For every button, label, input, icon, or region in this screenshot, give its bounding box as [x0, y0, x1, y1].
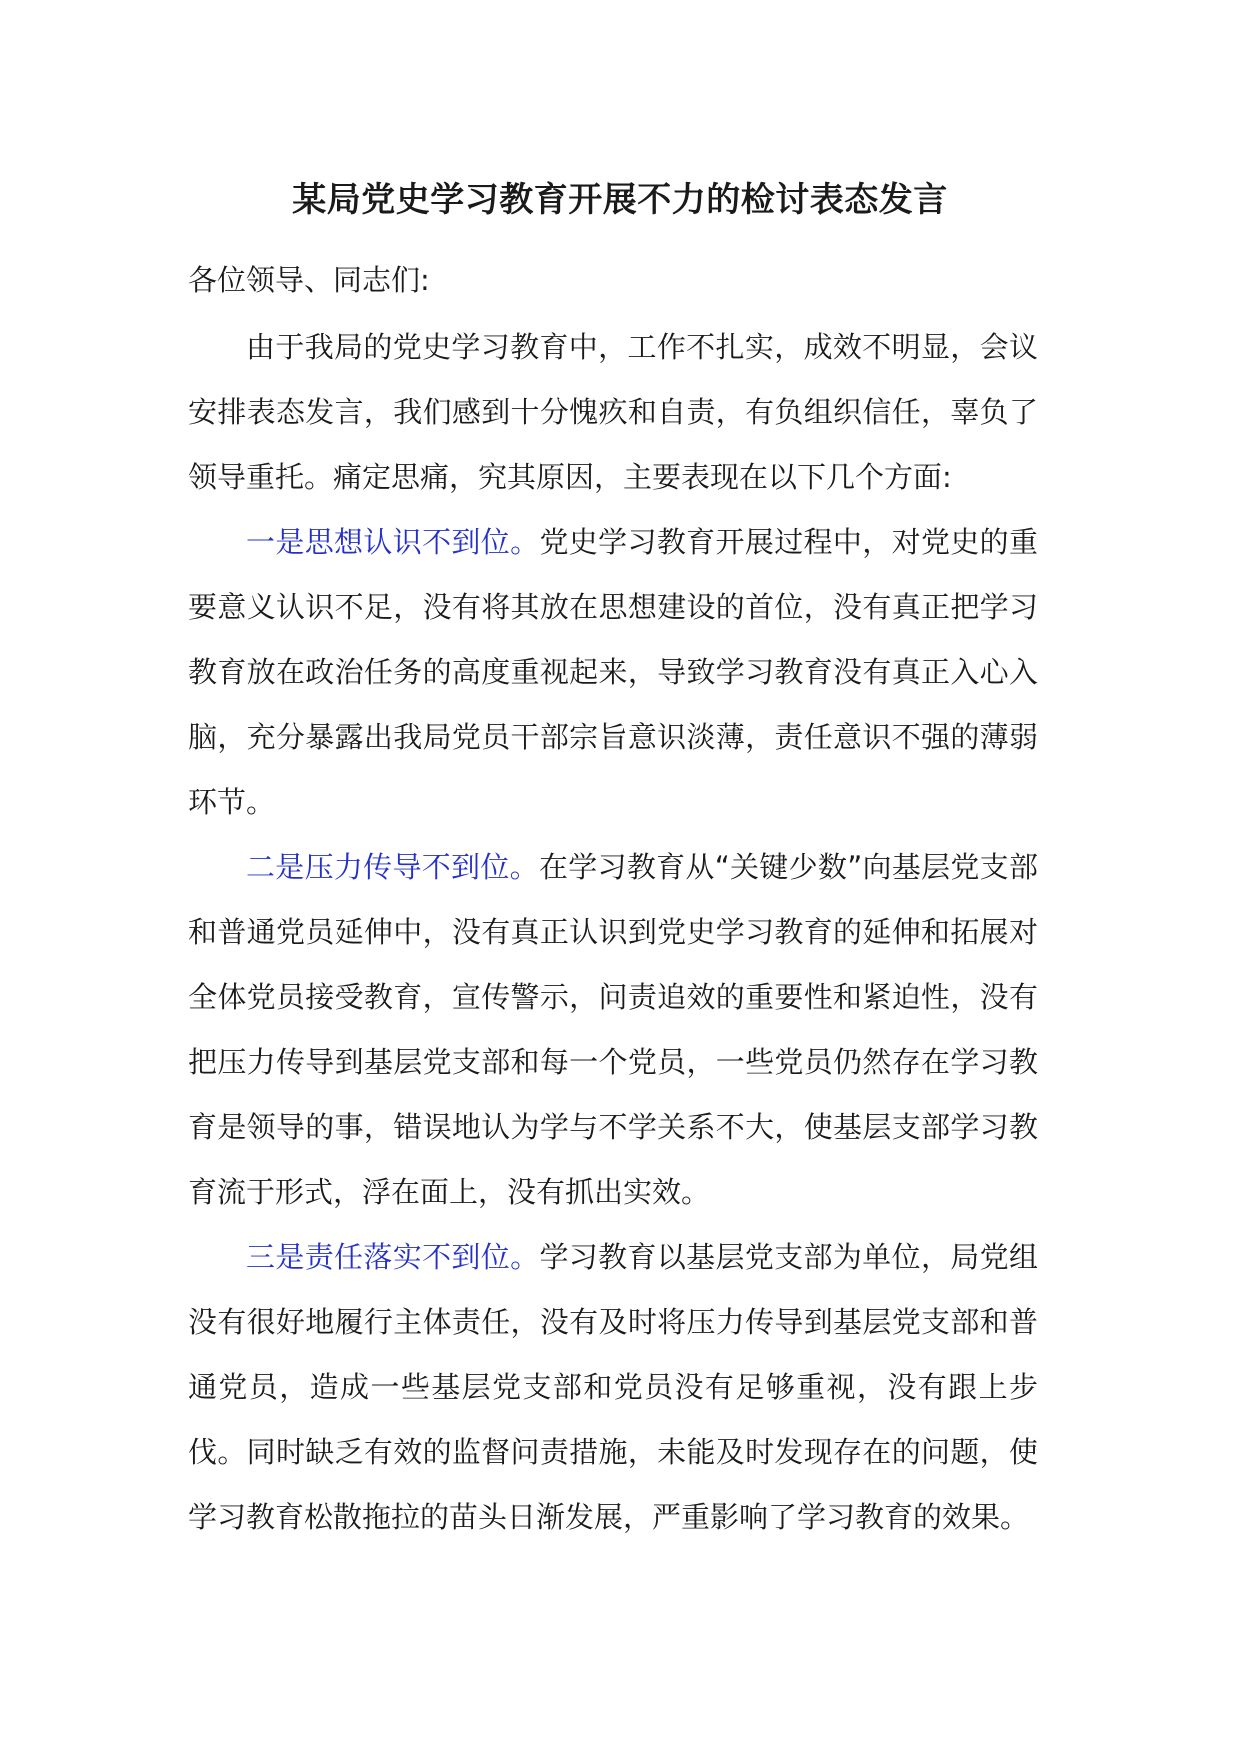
document-title: 某局党史学习教育开展不力的检讨表态发言 [292, 180, 948, 220]
paragraph-text: 在学习教育从“关键少数”向基层党支部和普通党员延伸中，没有真正认识到党史学习教育的延伸和拓展对全体党员接受教育，宣传警示，问责追效的重要性和紧迫性，没有把压力传导到基层党支部和每一个党员，一些党员仍然存在学习教育是领导的事，错误地认为学与不学关系不大，使基层支部学习教育流于形式，浮在面上，没有抓出实效。 [188, 850, 1038, 1209]
salutation: 各位领导、同志们: [188, 263, 430, 297]
paragraph-lead-heading: 三是责任落实不到位。 [246, 1240, 540, 1274]
paragraph-lead-heading: 一是思想认识不到位。 [246, 525, 540, 559]
paragraph-point-3 [188, 1225, 1038, 1550]
paragraph-lead-heading: 二是压力传导不到位。 [246, 850, 539, 884]
paragraph-point-1 [188, 510, 1038, 835]
paragraph-text: 由于我局的党史学习教育中，工作不扎实，成效不明显，会议安排表态发言，我们感到十分愧疚和自责，有负组织信任，辜负了领导重托。痛定思痛，究其原因，主要表现在以下几个方面: [188, 330, 1038, 494]
paragraph-point-2 [188, 835, 1038, 1225]
paragraph-text: 党史学习教育开展过程中，对党史的重要意义认识不足，没有将其放在思想建设的首位，没有真正把学习教育放在政治任务的高度重视起来，导致学习教育没有真正入心入脑，充分暴露出我局党员干部宗旨意识淡薄，责任意识不强的薄弱环节。 [188, 525, 1038, 819]
paragraph-intro [188, 315, 1038, 510]
document-body [188, 248, 1038, 1550]
paragraph-text: 学习教育以基层党支部为单位，局党组没有很好地履行主体责任，没有及时将压力传导到基层党支部和普通党员，造成一些基层党支部和党员没有足够重视，没有跟上步伐。同时缺乏有效的监督问责措施，未能及时发现存在的问题，使学习教育松散拖拉的苗头日渐发展，严重影响了学习教育的效果。 [188, 1240, 1038, 1534]
